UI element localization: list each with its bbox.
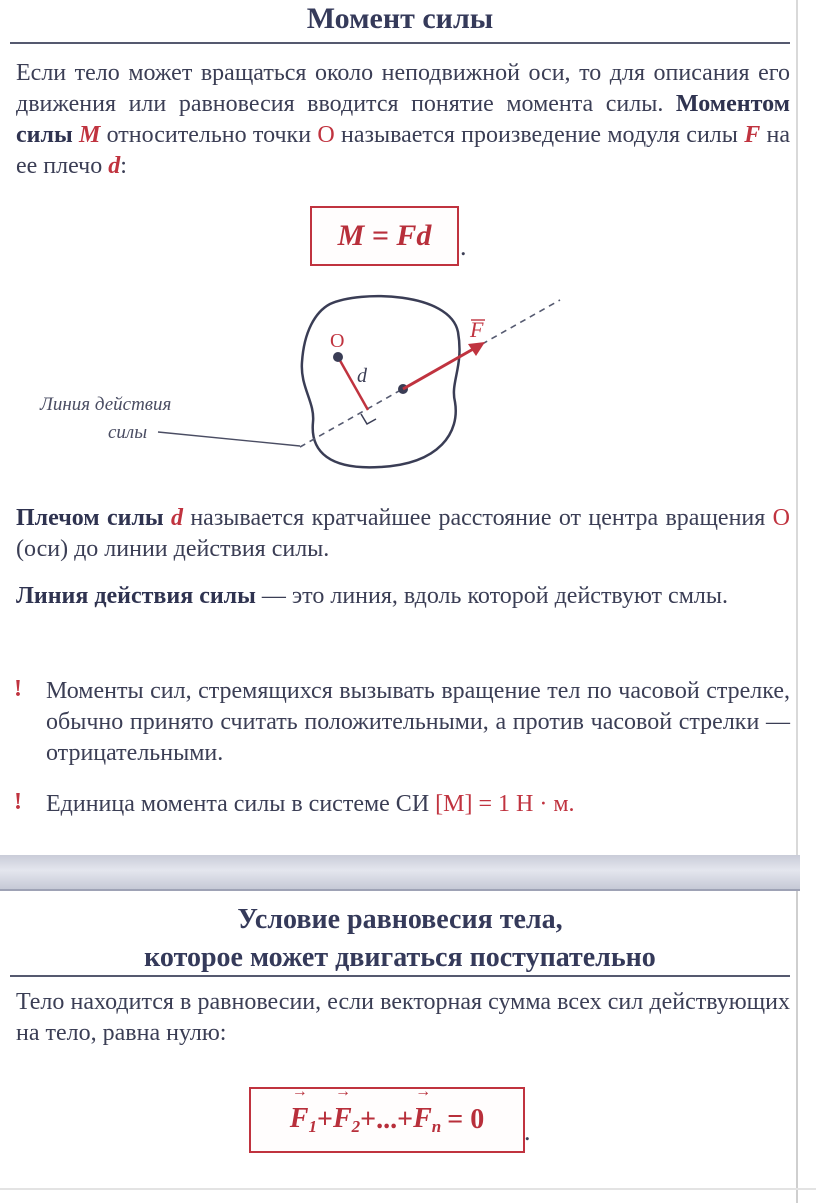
- plus-sign: +: [316, 1104, 333, 1135]
- section-divider-line: [0, 889, 800, 891]
- symbol-d: d: [108, 153, 121, 179]
- section-divider-band: [0, 855, 800, 889]
- title-underline: [10, 975, 790, 977]
- line-definition-paragraph: [16, 581, 790, 612]
- symbol-M: M: [78, 122, 101, 148]
- label-line-of-action-2: силы: [108, 422, 148, 443]
- equilibrium-formula-box: [249, 1087, 525, 1153]
- page-edge: [796, 890, 798, 1203]
- symbol-d: d: [170, 505, 183, 531]
- page-bottom-edge: [0, 1188, 816, 1190]
- label-line-of-action-1: Линия действия: [40, 394, 172, 415]
- force-vector: [403, 348, 475, 389]
- label-F: F: [470, 317, 484, 342]
- unit-text: Единица момента силы в системе СИ: [46, 791, 436, 817]
- title-underline: [10, 42, 790, 44]
- plus-sign: +: [397, 1104, 414, 1135]
- symbol-F: F: [744, 122, 761, 148]
- symbol-O: O: [772, 505, 790, 531]
- moment-intro-paragraph: [16, 58, 790, 182]
- line-text: — это линия, вдоль которой действуют смлы.: [255, 583, 728, 609]
- intro-text: относительно точки: [100, 122, 318, 148]
- symbol-O: O: [317, 122, 335, 148]
- moment-diagram: [30, 282, 590, 482]
- arm-term: Плечом силы: [16, 505, 171, 531]
- unit-value: [M] = 1 Н · м.: [435, 791, 575, 817]
- section-title-moment: Момент силы: [306, 2, 494, 35]
- moment-formula: M = Fd: [337, 219, 432, 252]
- formula-period: .: [460, 232, 467, 261]
- ellipsis: ...: [376, 1104, 398, 1135]
- note-mark: !: [14, 676, 22, 702]
- intro-text: :: [120, 153, 127, 179]
- label-O: O: [330, 330, 345, 352]
- equals-zero: = 0: [447, 1104, 485, 1135]
- moment-formula-box: [310, 206, 459, 266]
- right-angle-mark: [361, 414, 376, 424]
- intro-text: называется произведение модуля силы: [334, 122, 745, 148]
- note-si-unit: [46, 789, 790, 820]
- label-d: d: [357, 365, 367, 387]
- vector-F2: → $F_2$: [333, 1103, 360, 1137]
- title-line-2: которое может двигаться поступательно: [144, 942, 656, 973]
- rigid-body-outline: [302, 296, 460, 467]
- intro-text: на ее плечо: [16, 122, 791, 179]
- formula-period: .: [524, 1117, 531, 1146]
- rotation-point-O: [333, 352, 343, 362]
- intro-bold-term: Моментом силы: [16, 91, 790, 148]
- arm-text: (оси) до линии действия силы.: [16, 536, 330, 562]
- title-line-1: Условие равновесия тела,: [237, 904, 563, 935]
- note-sign-convention: Моменты сил, стремящихся вызывать вращение тел по часовой стрелке, обычно принято считать положительными, а против часовой стрелки — отрицательными.: [46, 678, 790, 766]
- arm-text: называется кратчайшее расстояние от центра вращения: [182, 505, 773, 531]
- section-title-equilibrium: [10, 901, 790, 977]
- label-pointer-line: [158, 432, 300, 446]
- vector-Fn: → $F_n$: [413, 1103, 441, 1137]
- vector-F1: → $F_1$: [290, 1103, 317, 1137]
- plus-sign: +: [360, 1104, 377, 1135]
- page-edge: [796, 0, 798, 855]
- note-mark: !: [14, 789, 22, 815]
- intro-text: Если тело может вращаться около неподвижной оси, то для описания его движения или равновесия вводится понятие момента силы.: [16, 60, 790, 117]
- line-term: Линия действия силы: [16, 583, 256, 609]
- equilibrium-intro-paragraph: Тело находится в равновесии, если векторная сумма всех сил действующих на тело, равна нулю:: [16, 989, 790, 1046]
- arm-definition-paragraph: [16, 503, 790, 565]
